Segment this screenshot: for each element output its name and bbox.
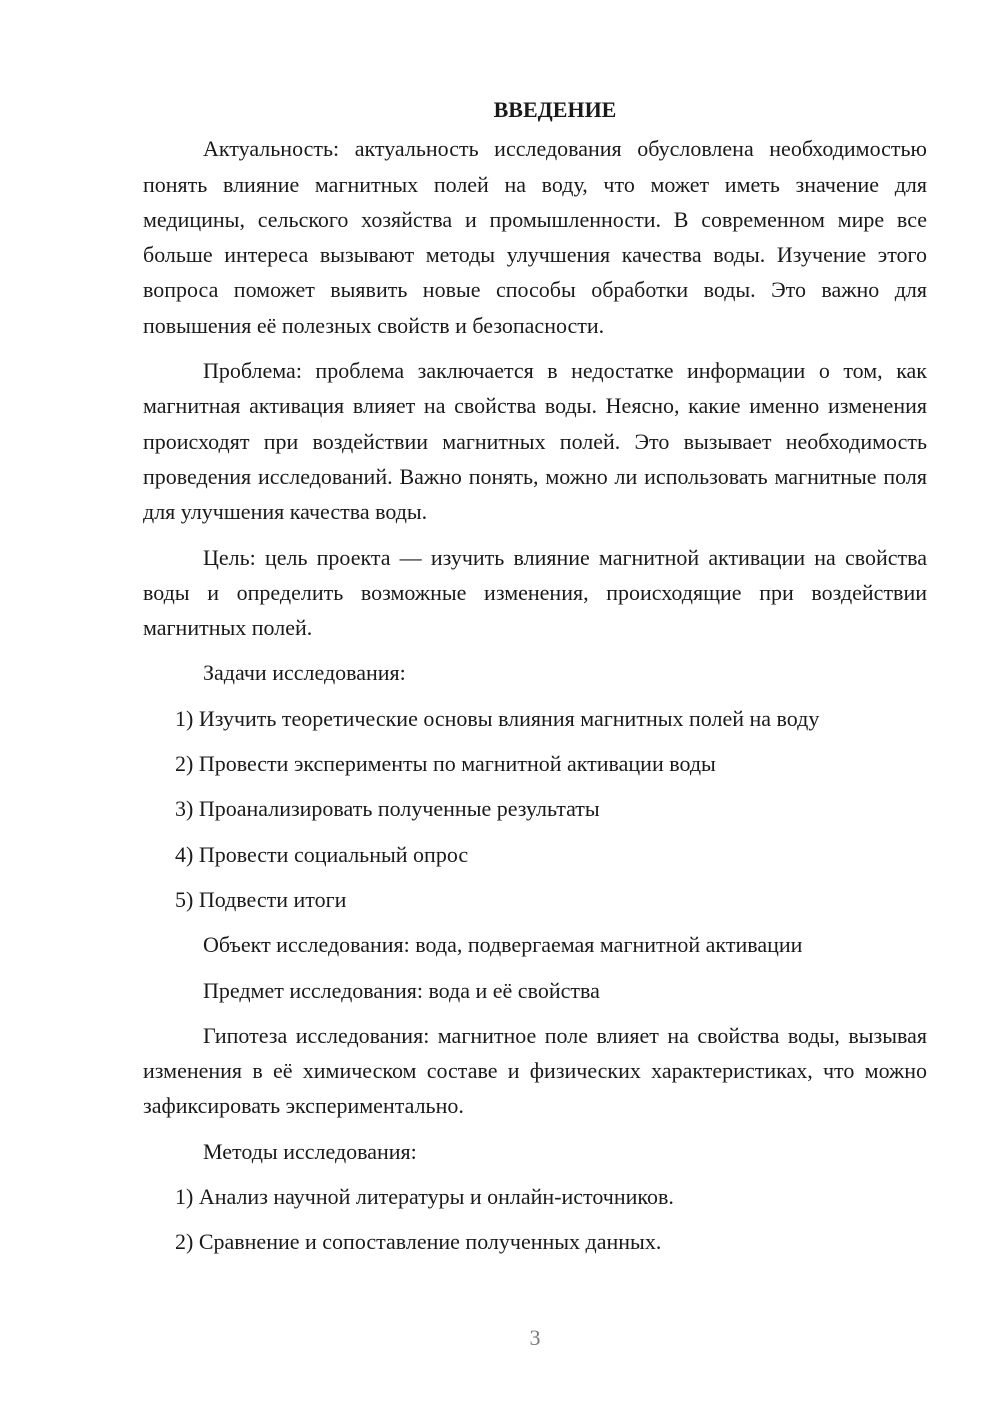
page-number: 3	[529, 1325, 541, 1350]
task-item: 5) Подвести итоги	[175, 886, 347, 912]
task-item: 1) Изучить теоретические основы влияния магнитных полей на воду	[175, 705, 820, 731]
subject-line: Предмет исследования: вода и её свойства	[203, 977, 600, 1003]
hypothesis-paragraph: Гипотеза исследования: магнитное поле влияет на свойства воды, вызывая изменения в её химическом составе и физических характеристиках, что можно зафиксировать экспериментально.	[143, 1022, 927, 1119]
document-page	[143, 92, 927, 1270]
tasks-heading: Задачи исследования:	[203, 660, 406, 686]
goal-paragraph: Цель: цель проекта — изучить влияние магнитной активации на свойства воды и определить возможные изменения, происходящие при воздействии магнитных полей.	[143, 544, 927, 641]
relevance-paragraph: Актуальность: актуальность исследования обусловлена необходимостью понять влияние магнитных полей на воду, что может иметь значение для медицины, сельского хозяйства и промышленности. В современном мире все больше интереса вызывают методы улучшения качества воды. Изучение этого вопроса поможет выявить новые способы обработки воды. Это важно для повышения её полезных свойств и безопасности.	[143, 136, 927, 338]
method-item: 1) Анализ научной литературы и онлайн-источников.	[175, 1184, 674, 1210]
problem-paragraph: Проблема: проблема заключается в недостатке информации о том, как магнитная активация влияет на свойства воды. Неясно, какие именно изменения происходят при воздействии магнитных полей. Это вызывает необходимость проведения исследований. Важно понять, можно ли использовать магнитные поля для улучшения качества воды.	[143, 358, 927, 525]
object-line: Объект исследования: вода, подвергаемая магнитной активации	[203, 932, 803, 958]
task-item: 2) Провести эксперименты по магнитной активации воды	[175, 751, 716, 777]
methods-heading: Методы исследования:	[203, 1138, 417, 1164]
section-title: ВВЕДЕНИЕ	[493, 97, 617, 122]
method-item: 2) Сравнение и сопоставление полученных данных.	[175, 1229, 662, 1255]
task-item: 4) Провести социальный опрос	[175, 841, 469, 867]
task-item: 3) Проанализировать полученные результаты	[175, 796, 600, 822]
